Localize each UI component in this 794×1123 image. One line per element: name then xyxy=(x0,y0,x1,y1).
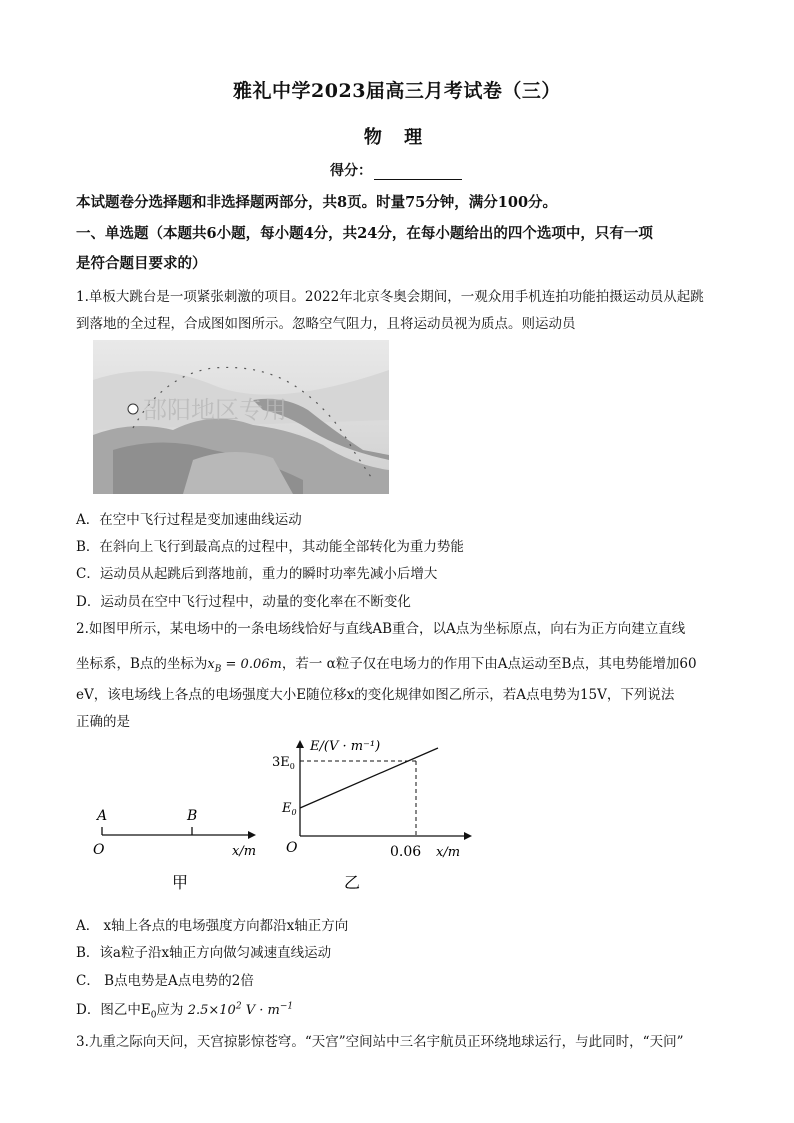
yi-label-3e0: $3E_0$ xyxy=(272,755,295,771)
q2-option-d: D．图乙中$E_0$应为 $2.5\times 10^2$ $V \cdot m^{-1}$ xyxy=(76,1001,294,1021)
score-blank xyxy=(374,165,462,180)
q2-option-b: B．该a粒子沿x轴正方向做匀减速直线运动 xyxy=(76,945,332,961)
q2-figure-jia xyxy=(88,800,268,900)
section-heading-line2: 是符合题目要求的） xyxy=(76,255,207,272)
yi-label-e0: $E_0$ xyxy=(282,801,297,817)
q2-stem-line2 xyxy=(76,652,697,675)
yi-e-line xyxy=(300,748,438,808)
section-heading-line1: 一、单选题（本题共6小题，每小题4分，共24分，在每小题给出的四个选项中，只有一项 xyxy=(76,225,653,242)
jia-origin: O xyxy=(93,842,105,858)
yi-x-arrow-icon xyxy=(464,832,472,840)
q1-option-a: A．在空中飞行过程是变加速曲线运动 xyxy=(76,512,302,528)
q2-option-d-formula: $2.5\times 10^2$ $V \cdot m^{-1}$ xyxy=(187,1001,294,1018)
q1-stem-line1: 1.单板大跳台是一项紧张刺激的项目。2022年北京冬奥会期间，一观众用手机连拍功能拍摄运动员从起跳 xyxy=(76,289,704,305)
q1-stem-line2: 到落地的全过程，合成图如图所示。忽略空气阻力，且将运动员视为质点。则运动员 xyxy=(76,316,576,332)
q2-stem-line3: eV，该电场线上各点的电场强度大小E随位移x的变化规律如图乙所示，若A点电势为15V，下列说法 xyxy=(76,687,675,703)
score-label: 得分： xyxy=(330,163,372,179)
q2-option-a: A． x轴上各点的电场强度方向都沿x轴正方向 xyxy=(76,918,349,934)
page-title: 雅礼中学2023届高三月考试卷（三） xyxy=(233,80,561,102)
jia-label-a: A xyxy=(97,808,108,824)
jia-caption: 甲 xyxy=(172,873,189,892)
q1-watermark: 邵阳地区专用 xyxy=(143,397,287,424)
jia-axis-label: x/m xyxy=(232,844,257,859)
q1-option-d: D．运动员在空中飞行过程中，动量的变化率在不断变化 xyxy=(76,594,411,610)
q3-stem-line1: 3.九重之际向天问，天宫掠影惊苍穹。“天宫”空间站中三名宇航员正环绕地球运行，与此同时，“天问” xyxy=(76,1034,684,1050)
q1-snowboard-photo xyxy=(93,340,389,494)
yi-x-axis-label: x/m xyxy=(436,845,461,860)
yi-y-arrow-icon xyxy=(296,740,304,748)
snowboard-composite-image xyxy=(93,340,389,494)
yi-caption: 乙 xyxy=(344,873,361,892)
jia-label-b: B xyxy=(187,808,198,824)
intro-text: 本试题卷分选择题和非选择题两部分，共8页。时量75分钟，满分100分。 xyxy=(76,194,558,211)
yi-origin: O xyxy=(286,840,298,856)
score-field xyxy=(330,160,462,180)
q1-option-b: B．在斜向上飞行到最高点的过程中，其动能全部转化为重力势能 xyxy=(76,539,464,555)
yi-x-tick: 0.06 xyxy=(390,844,422,860)
subject-title: 物 理 xyxy=(363,127,431,148)
q2-formula-xb: $x_B = 0.06m$ xyxy=(207,657,282,675)
q2-figure-yi xyxy=(270,728,480,898)
jia-arrow-icon xyxy=(248,831,256,839)
q1-option-c: C．运动员从起跳后到落地前，重力的瞬时功率先减小后增大 xyxy=(76,566,438,582)
q2-stem-line2-suffix: ，若一 α粒子仅在电场力的作用下由A点运动至B点，其电势能增加60 xyxy=(281,656,697,672)
yi-y-axis-label: E/(V · m⁻¹) xyxy=(310,739,381,754)
q2-stem-line2-prefix: 坐标系，B点的坐标为 xyxy=(76,656,208,672)
q2-stem-line1: 2.如图甲所示，某电场中的一条电场线恰好与直线AB重合，以A点为坐标原点，向右为正方向建立直线 xyxy=(76,621,686,637)
q2-option-c: C． B点电势是A点电势的2倍 xyxy=(76,973,254,989)
q2-stem-line4: 正确的是 xyxy=(76,714,130,730)
